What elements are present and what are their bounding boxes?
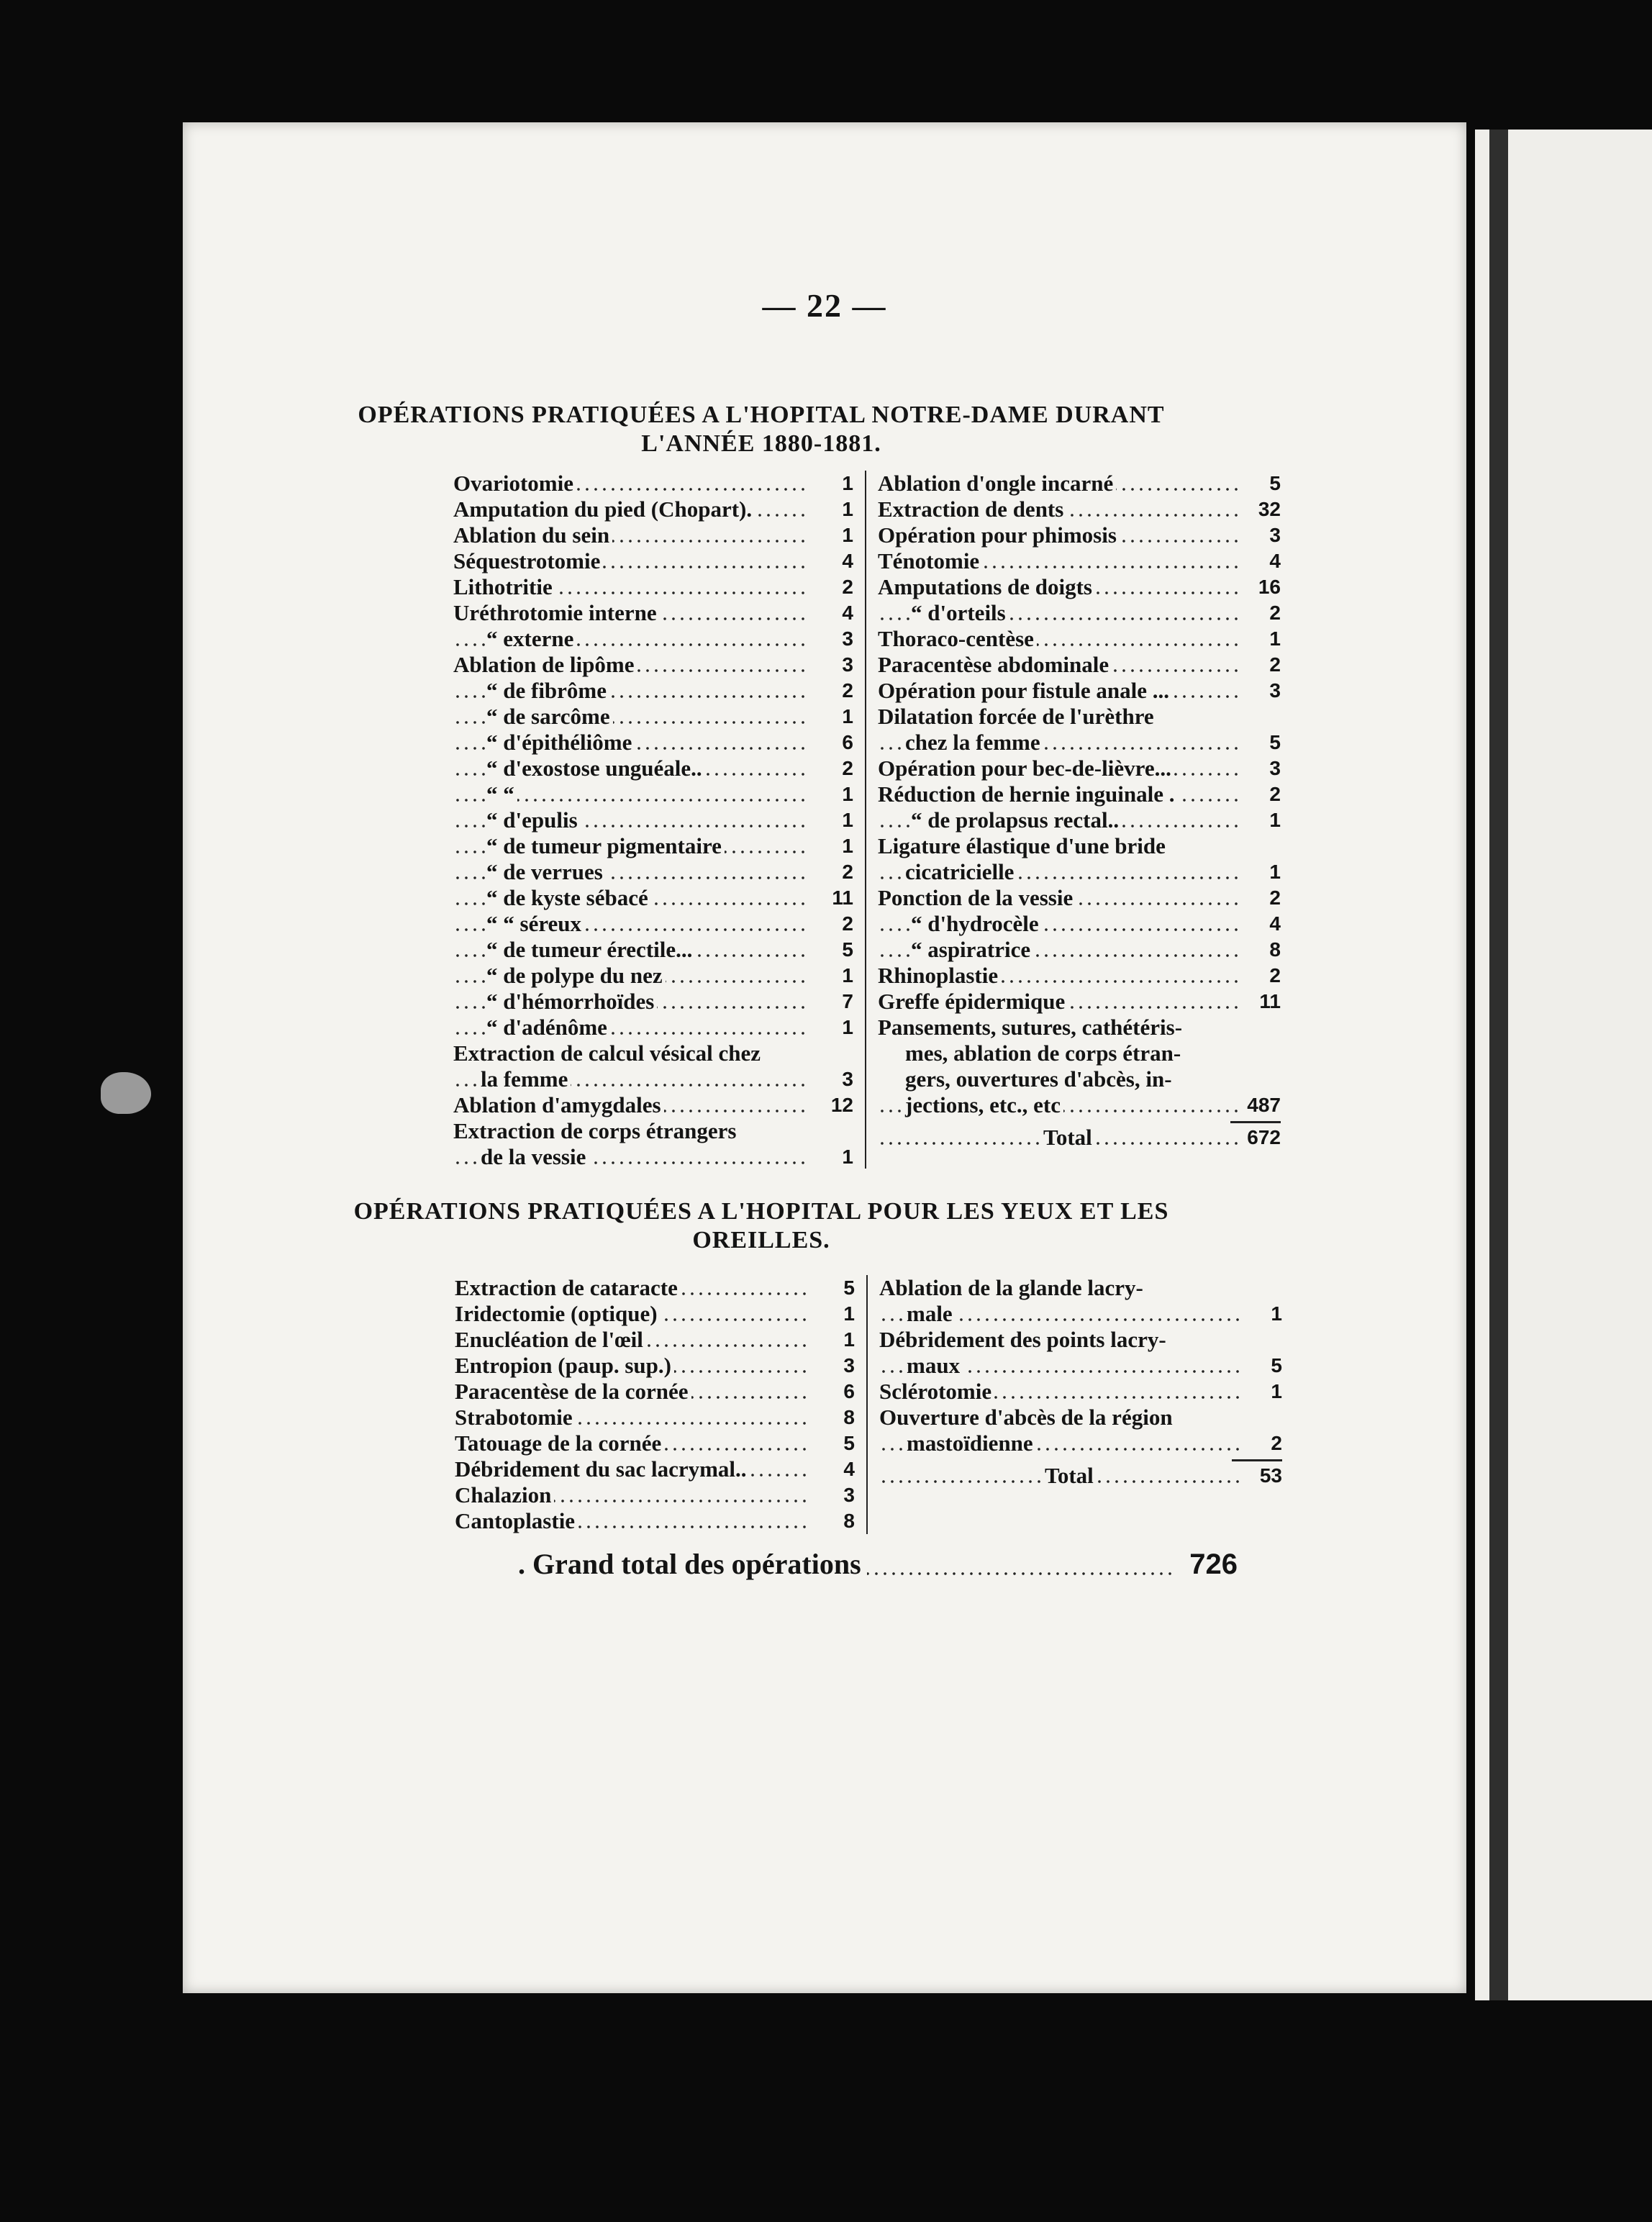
row-value: 1 xyxy=(842,835,853,857)
row-label-cell xyxy=(453,1118,810,1144)
row-label-cell xyxy=(878,496,1238,522)
row-value: 4 xyxy=(843,1458,855,1480)
row-label: Ponction de la vessie xyxy=(878,885,1076,910)
row-label: cicatricielle xyxy=(905,859,1017,884)
row-label: Extraction de dents xyxy=(878,496,1066,522)
table-row xyxy=(878,1040,1281,1066)
row-value: 1 xyxy=(842,472,853,494)
table-row xyxy=(878,756,1281,781)
table-row xyxy=(453,807,853,833)
row-value: 3 xyxy=(842,653,853,676)
row-label: Débridement du sac lacrymal.. xyxy=(455,1456,750,1482)
row-value: 2 xyxy=(1271,1432,1282,1454)
table-row xyxy=(455,1353,855,1379)
table-row xyxy=(455,1456,855,1482)
row-label-cell xyxy=(453,704,810,730)
table-row xyxy=(453,678,853,704)
total-leader xyxy=(879,1463,1239,1489)
total-rule xyxy=(1230,1121,1281,1123)
row-label-cell xyxy=(455,1456,812,1482)
row-value: 3 xyxy=(842,1068,853,1090)
row-label-cell xyxy=(878,652,1238,678)
row-label: Greffe épidermique xyxy=(878,989,1068,1014)
row-label-cell xyxy=(879,1405,1239,1430)
row-value: 3 xyxy=(843,1354,855,1377)
row-label: Tatouage de la cornée xyxy=(455,1430,664,1456)
table-row xyxy=(879,1327,1282,1353)
table-row xyxy=(878,885,1281,911)
row-label: Pansements, sutures, cathétéris- xyxy=(878,1015,1185,1040)
row-value: 487 xyxy=(1247,1094,1281,1116)
row-label: gers, ouvertures d'abcès, in- xyxy=(905,1066,1175,1092)
total-label: Total xyxy=(1045,1463,1097,1488)
table-row xyxy=(453,963,853,989)
row-label: Opération pour phimosis xyxy=(878,522,1120,548)
row-label: la femme xyxy=(481,1066,571,1092)
table-row xyxy=(453,1040,853,1066)
row-value: 2 xyxy=(842,679,853,702)
row-label: “ d'adénôme xyxy=(486,1015,610,1040)
row-label: Amputations de doigts xyxy=(878,574,1095,599)
row-label-cell xyxy=(453,807,810,833)
row-value: 5 xyxy=(842,938,853,961)
table-row xyxy=(878,522,1281,548)
row-label-cell xyxy=(453,1144,810,1170)
row-label-cell xyxy=(455,1275,812,1301)
table-row xyxy=(455,1275,855,1301)
table-row xyxy=(455,1508,855,1534)
row-value: 4 xyxy=(842,602,853,624)
row-label-cell xyxy=(878,574,1238,600)
table-row xyxy=(878,600,1281,626)
column-divider xyxy=(865,471,866,1169)
row-label: “ aspiratrice xyxy=(911,937,1033,962)
total-row xyxy=(878,1125,1281,1151)
row-label-cell xyxy=(879,1379,1239,1405)
row-label-cell xyxy=(455,1379,812,1405)
row-label-cell xyxy=(878,1066,1238,1092)
row-label-cell xyxy=(453,1015,810,1040)
row-label-cell xyxy=(453,678,810,704)
row-label-cell xyxy=(878,885,1238,911)
row-label: “ de fibrôme xyxy=(486,678,609,703)
row-label-cell xyxy=(879,1301,1239,1327)
row-value: 4 xyxy=(842,550,853,572)
table-row xyxy=(453,1015,853,1040)
row-value: 5 xyxy=(843,1432,855,1454)
table-row xyxy=(455,1379,855,1405)
section1-left-column xyxy=(453,471,853,1170)
row-label: “ “ xyxy=(486,781,517,807)
table-row xyxy=(453,522,853,548)
table-row xyxy=(878,1015,1281,1040)
row-label: “ de verrues xyxy=(486,859,606,884)
row-label-cell xyxy=(878,471,1238,496)
table-row xyxy=(878,626,1281,652)
row-label: Rhinoplastie xyxy=(878,963,1001,988)
row-value: 11 xyxy=(832,886,853,909)
row-label: de la vessie xyxy=(481,1144,589,1169)
row-label-cell xyxy=(455,1482,812,1508)
row-label: Ténotomie xyxy=(878,548,982,573)
total-value: 672 xyxy=(1247,1126,1281,1148)
table-row xyxy=(878,1066,1281,1092)
row-label: “ d'exostose unguéale.. xyxy=(486,756,705,781)
row-value: 1 xyxy=(843,1302,855,1325)
row-label: Entropion (paup. sup.) xyxy=(455,1353,674,1378)
row-label: Paracentèse abdominale xyxy=(878,652,1112,677)
total-value: 53 xyxy=(1259,1464,1282,1487)
table-row xyxy=(453,1092,853,1118)
row-label: “ de tumeur érectile... xyxy=(486,937,695,962)
table-row xyxy=(878,730,1281,756)
table-row xyxy=(878,548,1281,574)
row-value: 6 xyxy=(842,731,853,753)
section2-table xyxy=(455,1275,1282,1534)
table-row xyxy=(453,626,853,652)
row-value: 1 xyxy=(842,783,853,805)
section1-right-column xyxy=(878,471,1281,1170)
table-row xyxy=(453,911,853,937)
row-label: mastoïdienne xyxy=(907,1430,1036,1456)
row-label: male xyxy=(907,1301,956,1326)
table-row xyxy=(879,1379,1282,1405)
row-value: 2 xyxy=(1269,602,1281,624)
section1-title-line1: OPÉRATIONS PRATIQUÉES A L'HOPITAL NOTRE-DAME DURANT xyxy=(358,402,1165,428)
row-label: mes, ablation de corps étran- xyxy=(905,1040,1184,1066)
row-label-cell xyxy=(453,600,810,626)
row-label-cell xyxy=(878,1092,1238,1118)
table-row xyxy=(878,574,1281,600)
table-row xyxy=(878,937,1281,963)
row-label: “ de polype du nez xyxy=(486,963,666,988)
row-value: 1 xyxy=(842,1016,853,1038)
section1-table xyxy=(453,471,1281,1170)
row-label: Thoraco-centèse xyxy=(878,626,1037,651)
table-row xyxy=(879,1301,1282,1327)
row-label: Dilatation forcée de l'urèthre xyxy=(878,704,1157,729)
row-label-cell xyxy=(453,859,810,885)
row-label-cell xyxy=(878,911,1238,937)
row-label-cell xyxy=(878,522,1238,548)
table-row xyxy=(453,1066,853,1092)
table-row xyxy=(453,937,853,963)
row-label-cell xyxy=(453,989,810,1015)
row-label-cell xyxy=(453,885,810,911)
total-rule xyxy=(1232,1459,1282,1461)
row-value: 8 xyxy=(843,1406,855,1428)
row-label: Ablation du sein xyxy=(453,522,612,548)
row-label: Amputation du pied (Chopart). xyxy=(453,496,755,522)
row-value: 1 xyxy=(1271,1380,1282,1402)
row-label-cell xyxy=(878,781,1238,807)
row-label-cell xyxy=(453,522,810,548)
row-label: chez la femme xyxy=(905,730,1043,755)
table-row xyxy=(879,1353,1282,1379)
row-value: 2 xyxy=(842,576,853,598)
table-row xyxy=(453,833,853,859)
row-value: 4 xyxy=(1269,912,1281,935)
row-label: Paracentèse de la cornée xyxy=(455,1379,691,1404)
row-value: 32 xyxy=(1258,498,1281,520)
table-row xyxy=(453,1144,853,1170)
row-label-cell xyxy=(878,937,1238,963)
row-value: 2 xyxy=(1269,653,1281,676)
row-value: 2 xyxy=(842,757,853,779)
table-row xyxy=(878,781,1281,807)
row-label: Ligature élastique d'une bride xyxy=(878,833,1168,858)
table-row xyxy=(879,1405,1282,1430)
grand-total-label: . Grand total des opérations xyxy=(518,1548,867,1580)
row-label-cell xyxy=(878,1015,1238,1040)
section2-title-line1: OPÉRATIONS PRATIQUÉES A L'HOPITAL POUR LES YEUX ET LES xyxy=(353,1198,1169,1225)
row-label-cell xyxy=(878,963,1238,989)
section2-left-column xyxy=(455,1275,855,1534)
grand-total-value: 726 xyxy=(1189,1548,1238,1580)
row-value: 1 xyxy=(1271,1302,1282,1325)
table-row xyxy=(453,471,853,496)
table-row xyxy=(879,1275,1282,1301)
table-row xyxy=(453,548,853,574)
row-label: Opération pour fistule anale ... xyxy=(878,678,1172,703)
row-label-cell xyxy=(453,730,810,756)
row-label-cell xyxy=(878,730,1238,756)
section1-title-line2: L'ANNÉE 1880-1881. xyxy=(641,430,881,457)
row-label-cell xyxy=(453,652,810,678)
binding-spine xyxy=(1489,130,1508,2000)
row-value: 1 xyxy=(842,705,853,727)
row-value: 5 xyxy=(843,1276,855,1299)
table-row xyxy=(453,600,853,626)
row-value: 5 xyxy=(1269,731,1281,753)
row-value: 3 xyxy=(842,627,853,650)
row-label-cell xyxy=(453,963,810,989)
row-label: “ d'orteils xyxy=(911,600,1009,625)
row-label-cell xyxy=(453,574,810,600)
row-value: 11 xyxy=(1259,990,1281,1012)
row-value: 16 xyxy=(1258,576,1281,598)
row-label-cell xyxy=(453,756,810,781)
row-label: “ d'hémorrhoïdes xyxy=(486,989,657,1014)
row-value: 2 xyxy=(842,912,853,935)
row-label: Lithotritie xyxy=(453,574,555,599)
row-label-cell xyxy=(455,1327,812,1353)
table-row xyxy=(455,1430,855,1456)
row-label-cell xyxy=(453,1092,810,1118)
row-value: 3 xyxy=(1269,679,1281,702)
row-label: Débridement des points lacry- xyxy=(879,1327,1169,1352)
row-label: Cantoplastie xyxy=(455,1508,578,1533)
row-label: “ de prolapsus rectal.. xyxy=(911,807,1122,833)
row-value: 1 xyxy=(842,498,853,520)
row-label: Ouverture d'abcès de la région xyxy=(879,1405,1176,1430)
row-label: “ “ séreux xyxy=(486,911,584,936)
row-value: 1 xyxy=(1269,809,1281,831)
row-value: 4 xyxy=(1269,550,1281,572)
row-label-cell xyxy=(453,833,810,859)
row-label: Opération pour bec-de-lièvre... xyxy=(878,756,1174,781)
table-row xyxy=(453,989,853,1015)
row-label: jections, etc., etc xyxy=(905,1092,1063,1117)
row-label-cell xyxy=(453,781,810,807)
row-value: 12 xyxy=(830,1094,853,1116)
row-label-cell xyxy=(878,678,1238,704)
row-label: “ d'hydrocèle xyxy=(911,911,1042,936)
row-value: 5 xyxy=(1271,1354,1282,1377)
row-label-cell xyxy=(878,756,1238,781)
row-value: 2 xyxy=(1269,783,1281,805)
row-value: 1 xyxy=(842,524,853,546)
row-label-cell xyxy=(453,496,810,522)
table-row xyxy=(878,678,1281,704)
row-label-cell xyxy=(878,833,1238,859)
table-row xyxy=(878,963,1281,989)
row-label: Ablation d'amygdales xyxy=(453,1092,664,1117)
grand-total xyxy=(518,1547,1238,1581)
table-row xyxy=(455,1301,855,1327)
row-value: 1 xyxy=(843,1328,855,1351)
row-label: Extraction de cataracte xyxy=(455,1275,681,1300)
row-label-cell xyxy=(455,1508,812,1534)
row-label: Ablation de la glande lacry- xyxy=(879,1275,1146,1300)
row-label: “ externe xyxy=(486,626,576,651)
row-label: Iridectomie (optique) xyxy=(455,1301,661,1326)
row-label-cell xyxy=(879,1327,1239,1353)
row-value: 2 xyxy=(842,861,853,883)
row-label: Uréthrotomie interne xyxy=(453,600,660,625)
row-label-cell xyxy=(453,911,810,937)
row-label-cell xyxy=(879,1353,1239,1379)
row-label: Strabotomie xyxy=(455,1405,576,1430)
table-row xyxy=(453,652,853,678)
row-value: 5 xyxy=(1269,472,1281,494)
total-label: Total xyxy=(1043,1125,1095,1150)
table-row xyxy=(453,496,853,522)
row-label-cell xyxy=(878,807,1238,833)
grand-total-leader xyxy=(518,1547,1175,1581)
row-value: 3 xyxy=(1269,524,1281,546)
row-label-cell xyxy=(878,626,1238,652)
row-value: 1 xyxy=(842,964,853,987)
row-label: Ovariotomie xyxy=(453,471,576,496)
table-row xyxy=(878,704,1281,730)
row-label-cell xyxy=(453,471,810,496)
row-value: 2 xyxy=(1269,964,1281,987)
total-leader xyxy=(878,1125,1238,1151)
row-value: 8 xyxy=(843,1510,855,1532)
row-label: “ de kyste sébacé xyxy=(486,885,651,910)
row-label: Ablation de lipôme xyxy=(453,652,637,677)
row-label: “ de sarcôme xyxy=(486,704,613,729)
row-label: “ d'epulis xyxy=(486,807,581,833)
section2-right-column xyxy=(879,1275,1282,1534)
row-label-cell xyxy=(455,1405,812,1430)
row-label-cell xyxy=(878,989,1238,1015)
row-value: 2 xyxy=(1269,886,1281,909)
row-label-cell xyxy=(878,859,1238,885)
row-label-cell xyxy=(878,548,1238,574)
table-row xyxy=(878,1092,1281,1118)
table-row xyxy=(878,807,1281,833)
row-value: 7 xyxy=(842,990,853,1012)
table-row xyxy=(453,885,853,911)
row-label-cell xyxy=(455,1430,812,1456)
row-value: 1 xyxy=(1269,627,1281,650)
row-label: “ de tumeur pigmentaire xyxy=(486,833,725,858)
row-value: 1 xyxy=(842,809,853,831)
adjacent-page-edge xyxy=(1475,130,1652,2000)
row-value: 6 xyxy=(843,1380,855,1402)
table-row xyxy=(453,859,853,885)
table-row xyxy=(453,1118,853,1144)
row-label: maux xyxy=(907,1353,963,1378)
row-label-cell xyxy=(455,1301,812,1327)
row-value: 3 xyxy=(843,1484,855,1506)
row-label-cell xyxy=(453,626,810,652)
row-label: Séquestrotomie xyxy=(453,548,603,573)
table-row xyxy=(878,911,1281,937)
row-label-cell xyxy=(453,1066,810,1092)
table-row xyxy=(453,756,853,781)
table-row xyxy=(455,1482,855,1508)
row-value: 3 xyxy=(1269,757,1281,779)
row-value: 1 xyxy=(842,1146,853,1168)
table-row xyxy=(878,496,1281,522)
row-label-cell xyxy=(878,704,1238,730)
column-divider xyxy=(866,1275,868,1534)
table-row xyxy=(453,730,853,756)
table-row xyxy=(455,1327,855,1353)
table-row xyxy=(878,989,1281,1015)
table-row xyxy=(878,471,1281,496)
page-number: — 22 — xyxy=(762,287,887,324)
row-label-cell xyxy=(453,1040,810,1066)
row-label: Ablation d'ongle incarné xyxy=(878,471,1116,496)
row-label-cell xyxy=(453,548,810,574)
row-label-cell xyxy=(455,1353,812,1379)
row-label: Réduction de hernie inguinale . xyxy=(878,781,1178,807)
table-row xyxy=(453,574,853,600)
row-label-cell xyxy=(878,600,1238,626)
total-row xyxy=(879,1463,1282,1489)
table-row xyxy=(878,652,1281,678)
row-label: “ d'épithéliôme xyxy=(486,730,635,755)
row-label-cell xyxy=(879,1430,1239,1456)
table-row xyxy=(878,833,1281,859)
paper-stain xyxy=(101,1072,151,1114)
row-label: Sclérotomie xyxy=(879,1379,994,1404)
section2-title-line2: OREILLES. xyxy=(692,1227,830,1253)
row-value: 1 xyxy=(1269,861,1281,883)
table-row xyxy=(455,1405,855,1430)
row-label: Extraction de calcul vésical chez xyxy=(453,1040,763,1066)
table-row xyxy=(879,1430,1282,1456)
row-label: Chalazion xyxy=(455,1482,554,1507)
row-label-cell xyxy=(453,937,810,963)
row-label: Extraction de corps étrangers xyxy=(453,1118,739,1143)
table-row xyxy=(878,859,1281,885)
row-value: 8 xyxy=(1269,938,1281,961)
row-label-cell xyxy=(879,1275,1239,1301)
row-label: Enucléation de l'œil xyxy=(455,1327,646,1352)
row-label-cell xyxy=(878,1040,1238,1066)
table-row xyxy=(453,704,853,730)
table-row xyxy=(453,781,853,807)
